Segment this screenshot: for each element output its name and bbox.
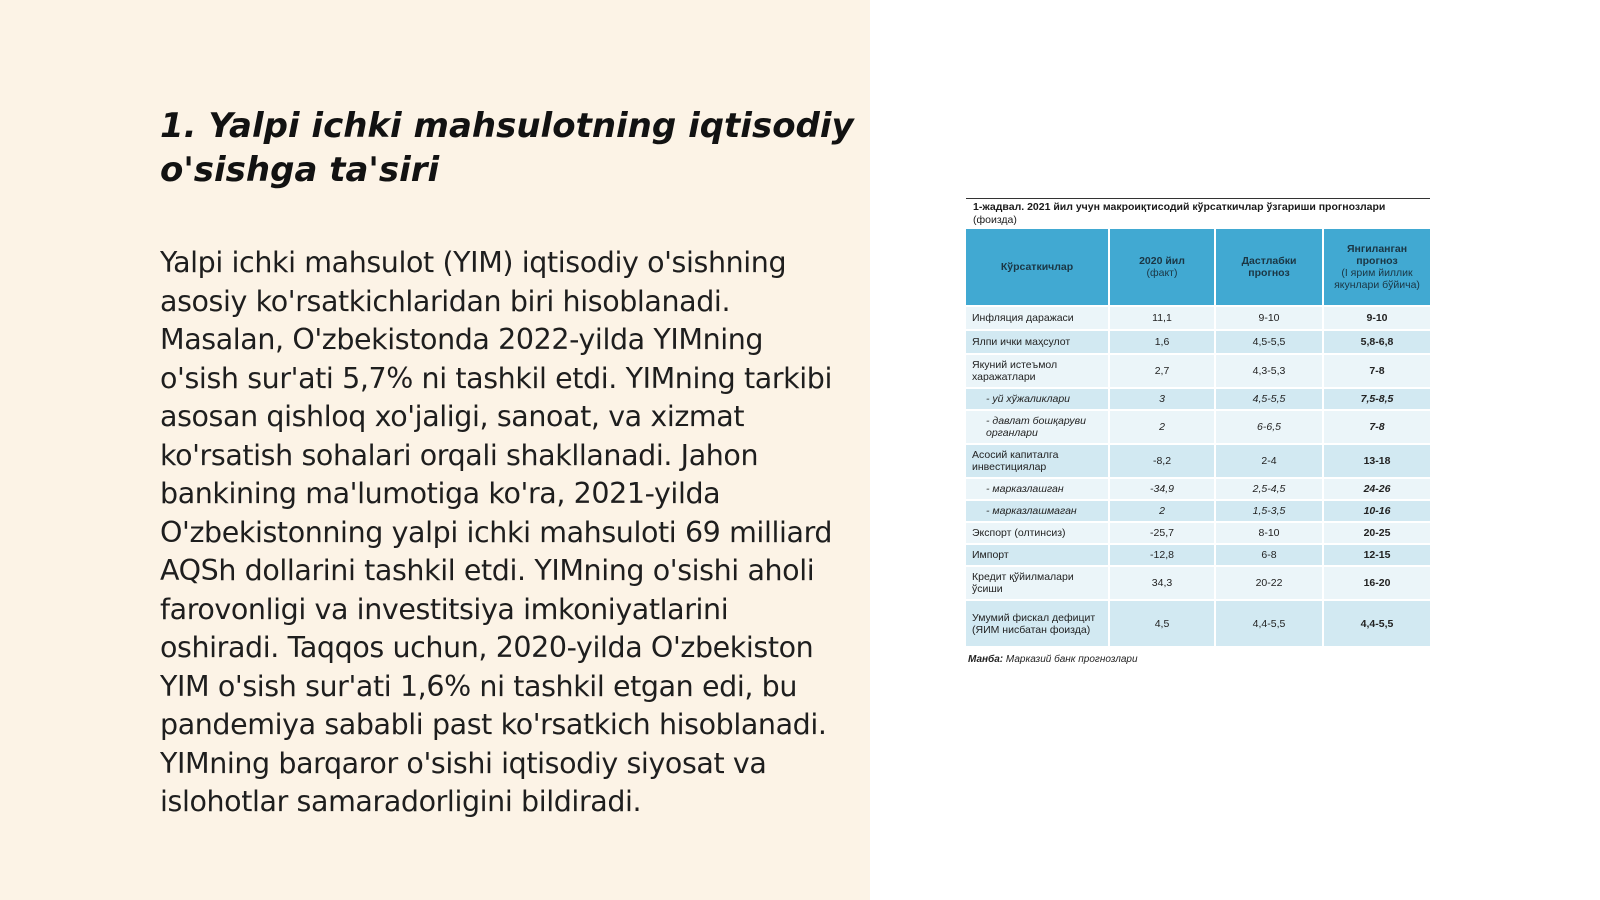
cell-initial: 4,5-5,5 bbox=[1215, 330, 1323, 354]
slide-body-text: Yalpi ichki mahsulot (YIM) iqtisodiy o'sishning asosiy ko'rsatkichlaridan biri hisoblanadi. Masalan, O'zbekistonda 2022-yilda YIMning o'sish sur'ati 5,7% ni tashkil etdi. YIMning tarkibi asosan qishloq xo'jaligi, sanoat, va xizmat ko'rsatish sohalari orqali shakllanadi. Jahon bankining ma'lumotiga ko'ra, 2021-yilda O'zbekistonning yalpi ichki mahsuloti 69 milliard AQSh dollarini tashkil etdi. YIMning o'sishi aholi farovonligi va investitsiya imkoniyatlarini oshiradi. Taqqos uchun, 2020-yilda O'zbekiston YIM o'sish sur'ati 1,6% ni tashkil etgan edi, bu pandemiya sababli past ko'rsatkich hisoblanadi. YIMning barqaror o'sishi iqtisodiy siyosat va islohotlar samaradorligini bildiradi. bbox=[160, 246, 833, 818]
table-row bbox=[966, 444, 1430, 478]
table-row bbox=[966, 500, 1430, 522]
macro-indicators-table bbox=[966, 229, 1430, 646]
header-initial-forecast: Дастлабки прогноз bbox=[1215, 229, 1323, 306]
cell-updated: 4,4-5,5 bbox=[1323, 600, 1430, 646]
cell-updated: 20-25 bbox=[1323, 522, 1430, 544]
source-text: Марказий банк прогнозлари bbox=[1005, 654, 1138, 665]
row-label: Кредит қўйилмалари ўсиши bbox=[966, 566, 1109, 600]
table-row bbox=[966, 306, 1430, 330]
slide-title: 1. Yalpi ichki mahsulotning iqtisodiy o'sishga ta'siri bbox=[160, 106, 854, 190]
cell-updated: 7-8 bbox=[1323, 410, 1430, 444]
row-label: Инфляция даражаси bbox=[966, 306, 1109, 330]
table-row bbox=[966, 354, 1430, 388]
cell-fact: -8,2 bbox=[1109, 444, 1215, 478]
table-row bbox=[966, 566, 1430, 600]
table-caption-note: (фоизда) bbox=[973, 214, 1017, 226]
row-label: Импорт bbox=[966, 544, 1109, 566]
cell-updated: 7,5-8,5 bbox=[1323, 388, 1430, 410]
row-label: - марказлашган bbox=[966, 478, 1109, 500]
source-label: Манба: bbox=[968, 654, 1004, 665]
row-label: Якуний истеъмол харажатлари bbox=[966, 354, 1109, 388]
macro-table-figure bbox=[966, 198, 1430, 665]
cell-updated: 24-26 bbox=[1323, 478, 1430, 500]
cell-initial: 4,5-5,5 bbox=[1215, 388, 1323, 410]
table-caption bbox=[966, 198, 1430, 229]
header-indicators: Кўрсаткичлар bbox=[966, 229, 1109, 306]
cell-initial: 6-6,5 bbox=[1215, 410, 1323, 444]
cell-updated: 10-16 bbox=[1323, 500, 1430, 522]
table-header-row bbox=[966, 229, 1430, 306]
table-row bbox=[966, 522, 1430, 544]
cell-fact: -12,8 bbox=[1109, 544, 1215, 566]
table-caption-title: 1-жадвал. 2021 йил учун макроиқтисодий кўрсаткичлар ўзгариши прогнозлари bbox=[973, 201, 1386, 213]
cell-initial: 20-22 bbox=[1215, 566, 1323, 600]
table-row bbox=[966, 544, 1430, 566]
table-row bbox=[966, 478, 1430, 500]
row-label: Экспорт (олтинсиз) bbox=[966, 522, 1109, 544]
cell-initial: 8-10 bbox=[1215, 522, 1323, 544]
cell-updated: 9-10 bbox=[1323, 306, 1430, 330]
table-row bbox=[966, 388, 1430, 410]
table-row bbox=[966, 410, 1430, 444]
cell-fact: 3 bbox=[1109, 388, 1215, 410]
header-updated-forecast: Янгиланган прогноз (I ярим йиллик якунлари бўйича) bbox=[1323, 229, 1430, 306]
cell-initial: 9-10 bbox=[1215, 306, 1323, 330]
cell-initial: 4,3-5,3 bbox=[1215, 354, 1323, 388]
cell-initial: 1,5-3,5 bbox=[1215, 500, 1323, 522]
table-source bbox=[966, 654, 1430, 665]
cell-initial: 4,4-5,5 bbox=[1215, 600, 1323, 646]
table-row bbox=[966, 600, 1430, 646]
cell-updated: 7-8 bbox=[1323, 354, 1430, 388]
cell-initial: 2,5-4,5 bbox=[1215, 478, 1323, 500]
row-label: - уй хўжаликлари bbox=[966, 388, 1109, 410]
cell-fact: 34,3 bbox=[1109, 566, 1215, 600]
cell-initial: 6-8 bbox=[1215, 544, 1323, 566]
cell-fact: 1,6 bbox=[1109, 330, 1215, 354]
cell-fact: 11,1 bbox=[1109, 306, 1215, 330]
cell-initial: 2-4 bbox=[1215, 444, 1323, 478]
table-row bbox=[966, 330, 1430, 354]
row-label: Асосий капиталга инвестициялар bbox=[966, 444, 1109, 478]
cell-updated: 12-15 bbox=[1323, 544, 1430, 566]
cell-fact: 4,5 bbox=[1109, 600, 1215, 646]
cell-updated: 16-20 bbox=[1323, 566, 1430, 600]
row-label: - марказлашмаган bbox=[966, 500, 1109, 522]
header-2020-fact: 2020 йил (факт) bbox=[1109, 229, 1215, 306]
cell-fact: 2 bbox=[1109, 500, 1215, 522]
row-label: - давлат бошқаруви органлари bbox=[966, 410, 1109, 444]
row-label: Умумий фискал дефицит (ЯИМ нисбатан фоизда) bbox=[966, 600, 1109, 646]
cell-updated: 13-18 bbox=[1323, 444, 1430, 478]
cell-fact: -34,9 bbox=[1109, 478, 1215, 500]
cell-fact: 2 bbox=[1109, 410, 1215, 444]
cell-fact: -25,7 bbox=[1109, 522, 1215, 544]
cell-updated: 5,8-6,8 bbox=[1323, 330, 1430, 354]
row-label: Ялпи ички маҳсулот bbox=[966, 330, 1109, 354]
cell-fact: 2,7 bbox=[1109, 354, 1215, 388]
